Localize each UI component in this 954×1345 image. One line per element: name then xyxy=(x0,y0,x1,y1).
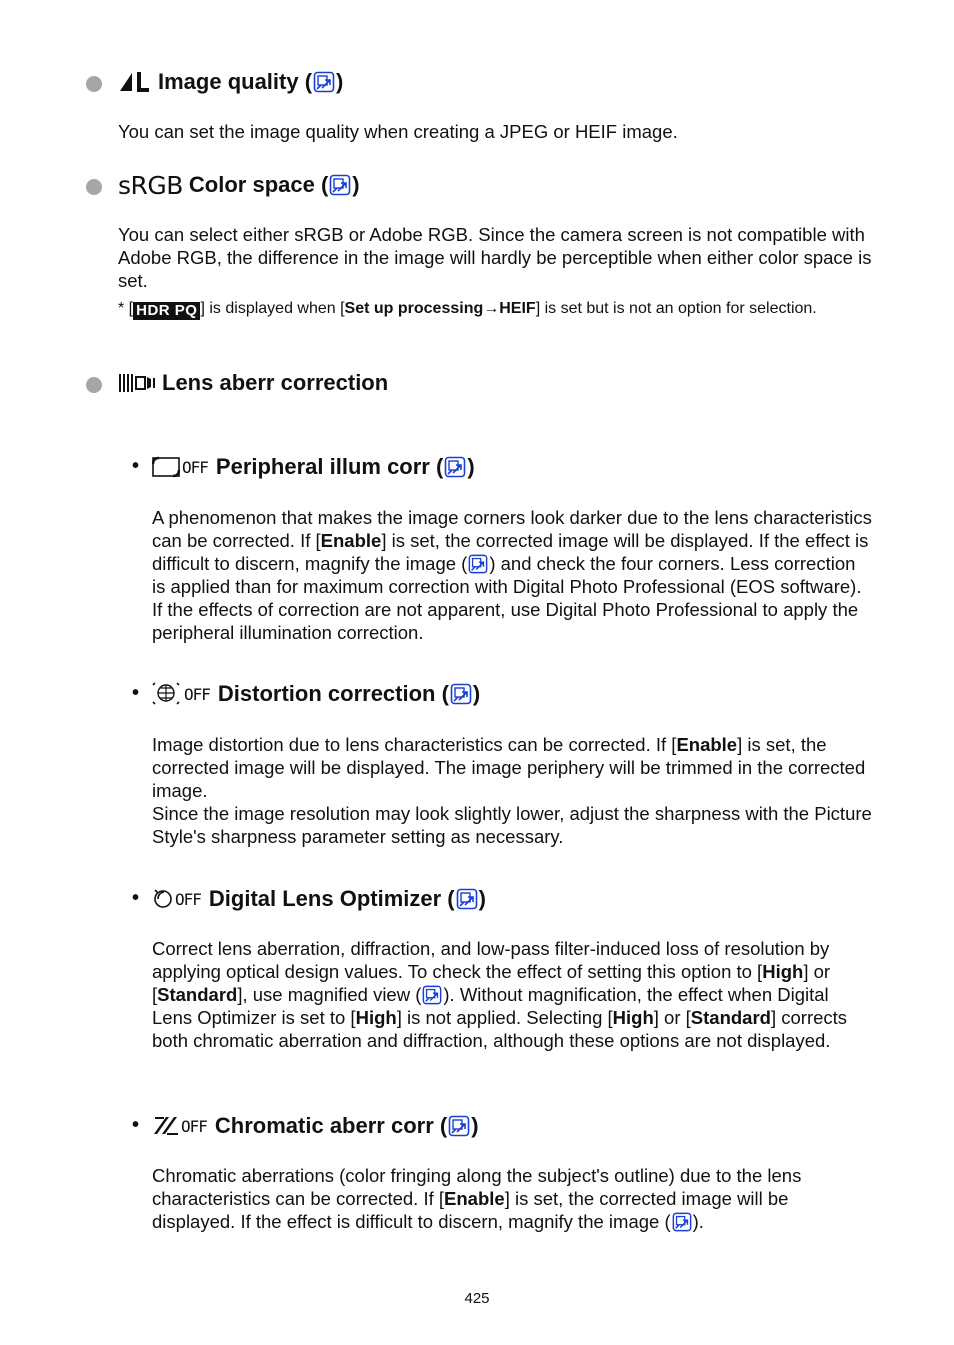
bullet-dot xyxy=(86,76,102,92)
off-label: OFF xyxy=(182,457,208,477)
digital-lens-optimizer-icon xyxy=(152,887,174,911)
heading-lens-aberr xyxy=(118,367,388,399)
zoom-link-icon[interactable] xyxy=(672,1212,692,1232)
heading-close: ) xyxy=(478,886,486,911)
heading-color-space xyxy=(118,169,360,201)
bullet-dot xyxy=(86,179,102,195)
off-label: OFF xyxy=(175,889,201,909)
off-label: OFF xyxy=(184,684,210,704)
srgb-icon: sRGB xyxy=(118,170,183,200)
zoom-link-icon[interactable] xyxy=(450,683,472,705)
zoom-link-icon[interactable] xyxy=(448,1115,470,1137)
heading-text: Distortion correction ( xyxy=(217,681,449,706)
heading-text: Chromatic aberr corr ( xyxy=(214,1113,448,1138)
heading-text: Image quality ( xyxy=(158,69,313,94)
zoom-link-icon[interactable] xyxy=(313,71,335,93)
zoom-link-icon[interactable] xyxy=(456,888,478,910)
heading-distortion xyxy=(152,678,480,710)
chromatic-aberration-icon xyxy=(152,1114,180,1138)
lens-aberration-icon xyxy=(118,371,156,395)
bullet-dot xyxy=(86,377,102,393)
body-chromatic: Chromatic aberrations (color fringing along the subject's outline) due to the lens characteristics can be corrected. If [Enable] is set, the corrected image will be displayed. If the effect is difficult to discern, magnify the image ( ). xyxy=(152,1165,802,1232)
body-distortion: Image distortion due to lens characteristics can be corrected. If [Enable] is set, the corrected image will be displayed. The image periphery will be trimmed in the corrected image. Since the image resolution may look slightly lower, adjust the sharpness with the Picture Style's sharpness parameter setting as necessary. xyxy=(152,734,872,847)
heading-close: ) xyxy=(336,69,344,94)
hdr-pq-badge: HDR PQ xyxy=(133,302,200,320)
heading-image-quality xyxy=(118,66,343,98)
heading-close: ) xyxy=(467,454,475,479)
list-bullet: • xyxy=(132,682,140,704)
zoom-link-icon[interactable] xyxy=(468,554,488,574)
heading-text: Peripheral illum corr ( xyxy=(215,454,444,479)
heading-close: ) xyxy=(471,1113,479,1138)
zoom-link-icon[interactable] xyxy=(329,174,351,196)
distortion-icon xyxy=(152,682,182,706)
image-quality-icon xyxy=(118,69,152,95)
body-color-space: You can select either sRGB or Adobe RGB. Since the camera screen is not compatible with Adobe RGB, the difference in the image will hardly be perceptible when either color space is set. xyxy=(118,224,872,291)
peripheral-illum-icon xyxy=(152,456,180,478)
heading-dlo xyxy=(152,883,486,915)
zoom-link-icon[interactable] xyxy=(422,985,442,1005)
body-dlo: Correct lens aberration, diffraction, and low-pass filter-induced loss of resolution by applying optical design values. To check the effect of setting this option to [High] or [Standard], use magnified view ( ). Without magnification, the effect when Digital Lens Optimizer is set to [High] is not applied. Selecting [High] or [Standard] corrects both chromatic aberration and diffraction, although these options are not displayed. xyxy=(152,938,848,1051)
list-bullet: • xyxy=(132,455,140,477)
heading-close: ) xyxy=(352,172,360,197)
list-bullet: • xyxy=(132,887,140,909)
heading-text: Color space ( xyxy=(188,172,329,197)
list-bullet: • xyxy=(132,1114,140,1136)
heading-text: Lens aberr correction xyxy=(162,370,389,395)
page-number: 425 xyxy=(464,1290,490,1307)
body-image-quality: You can set the image quality when creating a JPEG or HEIF image. xyxy=(118,121,678,142)
heading-chromatic xyxy=(152,1110,479,1142)
heading-close: ) xyxy=(472,681,481,706)
heading-peripheral xyxy=(152,451,475,483)
zoom-link-icon[interactable] xyxy=(444,456,466,478)
note-hdr-pq: * [ HDR PQ ] is displayed when [Set up processing→HEIF] is set but is not an option for selection. xyxy=(118,300,817,319)
body-peripheral: A phenomenon that makes the image corners look darker due to the lens characteristics can be corrected. If [Enable] is set, the corrected image will be displayed. If the effect is difficult to discern, magnify the image ( ) and check the four corners. Less correction is applied than for maximum correction with Digital Photo Professional (EOS software). If the effects of correction are not apparent, use Digital Photo Professional to apply the peripheral illumination correction. xyxy=(152,507,872,643)
heading-text: Digital Lens Optimizer ( xyxy=(208,886,455,911)
off-label: OFF xyxy=(181,1116,207,1136)
